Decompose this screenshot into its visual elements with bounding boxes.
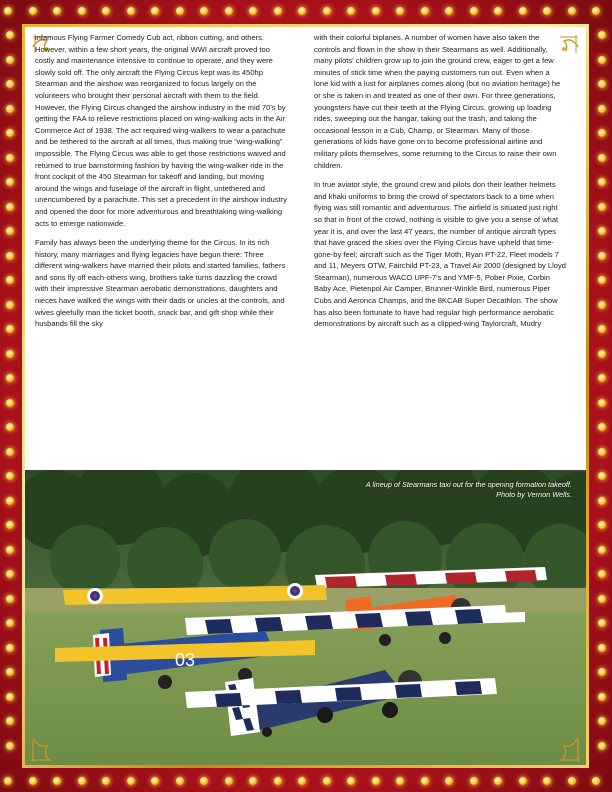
marquee-bulb — [323, 7, 331, 15]
marquee-bulb — [470, 777, 478, 785]
marquee-bulb — [176, 777, 184, 785]
marquee-bulb — [151, 7, 159, 15]
marquee-bulb — [598, 227, 606, 235]
marquee-bulb — [6, 227, 14, 235]
article-page — [25, 27, 586, 765]
plane-number: 03 — [175, 650, 196, 670]
marquee-bulb — [6, 546, 14, 554]
marquee-bulb — [6, 276, 14, 284]
marquee-bulb — [6, 154, 14, 162]
marquee-bulb — [598, 301, 606, 309]
marquee-bulb — [6, 472, 14, 480]
marquee-bulb — [470, 7, 478, 15]
marquee-bulb — [6, 374, 14, 382]
marquee-bulb — [323, 777, 331, 785]
marquee-bulb — [347, 777, 355, 785]
marquee-bulb — [6, 399, 14, 407]
paragraph: with their colorful biplanes. A number of women have also taken the controls and flown in the show in their Stearmans as well. Additionally, many pilots' children grow up to join the ground crew, eager to get a few minutes of stick time when the paying customers run out. Even when a lone kid with a lust for airplanes comes along (but no aviation heritage) he or she is taken in and treated as one of their own. For three generations, youngsters have cut their teeth at the Flying Circus, growing up loading rides, sweeping out the hangar, taking out the trash, and taking the occasional lesson in a Cub, Champ, or Stearman. Many of those generations of kids have gone on to become professional airline and military pilots themselves, some returning to the Circus to raise their own children. — [314, 33, 561, 170]
marquee-bulb — [6, 350, 14, 358]
marquee-bulb — [102, 777, 110, 785]
marquee-bulb — [598, 80, 606, 88]
marquee-bulb — [598, 252, 606, 260]
marquee-bulb — [598, 423, 606, 431]
marquee-bulb — [127, 7, 135, 15]
marquee-bulb — [225, 777, 233, 785]
marquee-bulb — [598, 105, 606, 113]
marquee-bulb — [543, 7, 551, 15]
marquee-bulb — [598, 56, 606, 64]
marquee-bulb — [592, 7, 600, 15]
marquee-bulb — [598, 448, 606, 456]
marquee-bulb — [598, 129, 606, 137]
marquee-bulb — [298, 7, 306, 15]
marquee-bulb — [6, 497, 14, 505]
marquee-bulb — [274, 7, 282, 15]
marquee-bulb — [6, 521, 14, 529]
marquee-bulb — [6, 105, 14, 113]
marquee-bulb — [598, 472, 606, 480]
marquee-bulb — [598, 668, 606, 676]
marquee-bulb — [598, 717, 606, 725]
marquee-bulb — [6, 570, 14, 578]
marquee-bulb — [200, 7, 208, 15]
marquee-bulb — [519, 7, 527, 15]
paragraph: Family has always been the underlying theme for the Circus. In its rich history, many marriages and flying legacies have begun there: Three different wing-walkers have married their pilots and started families, fathers and sons fly off each-others wing, brothers take turns dazzling the crowd with their impressive Stearman aerobatic demonstrations, daughters and nieces have walked the wings with their dads or uncles at the controls, and wives gleefully man the ticket booth, snack bar, and gift shop while their husbands fill the sky — [35, 238, 286, 329]
marquee-bulb — [6, 693, 14, 701]
marquee-bulb — [176, 7, 184, 15]
marquee-bulb — [249, 777, 257, 785]
marquee-bulb — [6, 644, 14, 652]
stearman-lineup-photo — [25, 470, 586, 765]
marquee-bulb — [347, 7, 355, 15]
marquee-bulb — [6, 252, 14, 260]
marquee-bulb — [249, 7, 257, 15]
marquee-bulb — [6, 178, 14, 186]
marquee-bulb — [598, 350, 606, 358]
marquee-bulb — [592, 777, 600, 785]
marquee-bulb — [396, 777, 404, 785]
marquee-bulb — [6, 423, 14, 431]
marquee-bulb — [127, 777, 135, 785]
marquee-bulb — [6, 129, 14, 137]
marquee-bulb — [6, 619, 14, 627]
marquee-bulb — [598, 742, 606, 750]
photo-caption: A lineup of Stearmans taxi out for the opening formation takeoff. Photo by Vernon Wells. — [365, 480, 572, 499]
marquee-bulb — [6, 668, 14, 676]
marquee-bulb — [598, 497, 606, 505]
marquee-bulb — [151, 777, 159, 785]
marquee-bulb — [29, 777, 37, 785]
marquee-bulb — [6, 448, 14, 456]
marquee-bulb — [6, 717, 14, 725]
marquee-bulb — [598, 374, 606, 382]
marquee-bulb — [4, 7, 12, 15]
marquee-bulb — [372, 7, 380, 15]
marquee-bulb — [200, 777, 208, 785]
marquee-bulb — [6, 203, 14, 211]
paragraph: In true aviator style, the ground crew and pilots don their leather helmets and khaki uniforms to bring the crowd of spectators back to a time when flying was still romantic and adventurous. The airfield is situated just right so that in front of the crowd, nothing is visible to give you a sense of what year it is, and over the last 47 years, the number of antique aircraft types that have graced the skies over the Flying Circus have upheld that time-gone-by feel; aircraft such as the Tiger Moth, Ryan PT-22, Fleet models 7 and 11, Meyers OTW, Fairchild PT-23, a Travel Air 2000 (designed by Lloyd Stearman), numerous WACO UPF-7's and YMF-5, Pober Pixie, Corbin Baby Ace, Pietenpol Air Camper, Brunner-Winkle Bird, numerous Piper Cubs and Aeronca Champs, and the 8KCAB Super Decathlon. The show has also been fortunate to have had regular high performance aerobatic demonstrations by aircraft such as a clipped-wing Taylorcraft, Mudry — [314, 180, 566, 329]
marquee-bulb — [598, 693, 606, 701]
marquee-bulb — [598, 619, 606, 627]
marquee-bulb — [102, 7, 110, 15]
paragraph: infamous Flying Farmer Comedy Cub act, ribbon cutting, and others. However, within a few short years, the original WWI aircraft proved too costly and maintenance intensive to continue to operate, and they were slowly sold off. The only aircraft the Flying Circus kept was its 450hp Stearman and the airshow was reorganized to focus largely on the volunteers who brought their personal aircraft with them to the field. However, the Flying Circus changed the airshow industry in the mid 70's by getting the FAA to relieve restrictions placed on wing-walking acts in the Air Commerce Act of 1938. The act required wing-walkers to wear a parachute and be tethered to the aircraft at all times, thus making true “wing-walking” impossible. The Flying Circus was able to get those restrictions waived and returned to true barnstorming fashion by having the wing-walker ride in the front cockpit of the 450 Stearman for takeoff and landing, but moving around the wings and fuselage of the aircraft in flight, untethered and unencumbered by a parachute. This set a precedent in the airshow industry and opened the door for more adventurous and breathtaking wing-walking acts to emerge nationwide. — [35, 33, 287, 228]
article-column-left — [35, 32, 287, 338]
marquee-bulb — [568, 7, 576, 15]
marquee-bulb — [6, 325, 14, 333]
marquee-bulb — [519, 777, 527, 785]
marquee-bulb — [445, 7, 453, 15]
marquee-bulb — [274, 777, 282, 785]
marquee-bulb — [421, 7, 429, 15]
marquee-bulb — [494, 777, 502, 785]
marquee-bulb — [445, 777, 453, 785]
photo-illustration — [25, 470, 586, 765]
marquee-bulb — [6, 595, 14, 603]
marquee-bulb — [494, 7, 502, 15]
marquee-bulb — [421, 777, 429, 785]
marquee-bulb — [598, 31, 606, 39]
marquee-bulb — [396, 7, 404, 15]
marquee-bulb — [598, 276, 606, 284]
marquee-bulb — [53, 7, 61, 15]
marquee-bulb — [598, 399, 606, 407]
marquee-bulb — [372, 777, 380, 785]
marquee-bulb — [78, 777, 86, 785]
marquee-bulb — [598, 546, 606, 554]
marquee-bulb — [6, 56, 14, 64]
marquee-bulb — [598, 178, 606, 186]
marquee-bulb — [6, 31, 14, 39]
marquee-bulb — [598, 595, 606, 603]
marquee-bulb — [598, 570, 606, 578]
article-column-right — [314, 32, 566, 338]
marquee-bulb — [225, 7, 233, 15]
marquee-bulb — [298, 777, 306, 785]
marquee-bulb — [598, 203, 606, 211]
marquee-bulb — [568, 777, 576, 785]
marquee-bulb — [4, 777, 12, 785]
marquee-bulb — [29, 7, 37, 15]
marquee-bulb — [53, 777, 61, 785]
marquee-bulb — [598, 521, 606, 529]
marquee-bulb — [6, 742, 14, 750]
marquee-bulb — [78, 7, 86, 15]
marquee-bulb — [598, 644, 606, 652]
marquee-bulb — [598, 325, 606, 333]
marquee-bulb — [6, 80, 14, 88]
marquee-bulb — [543, 777, 551, 785]
marquee-bulb — [6, 301, 14, 309]
marquee-bulb — [598, 154, 606, 162]
